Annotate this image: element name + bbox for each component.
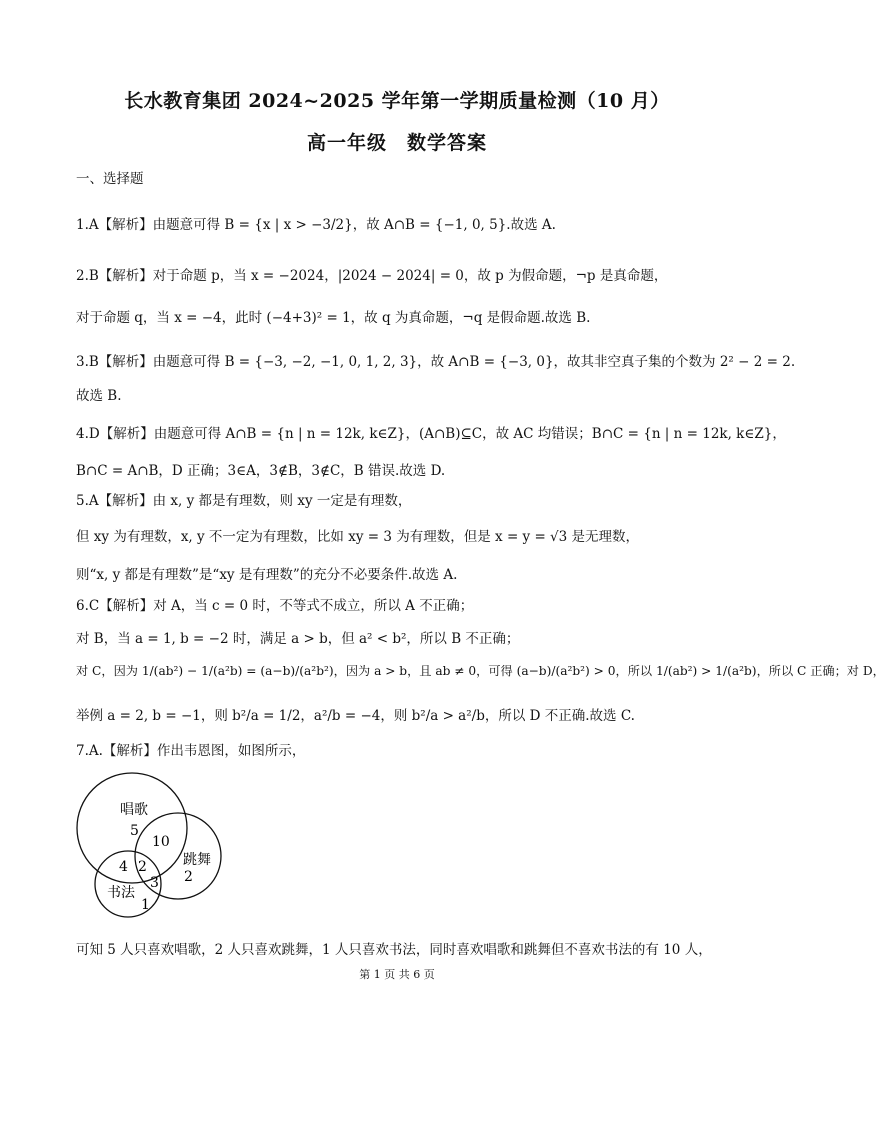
venn-value-sing-dance: 10: [152, 834, 170, 850]
page-footer: 第 1 页 共 6 页: [359, 968, 435, 981]
venn-diagram: [70, 770, 230, 930]
page-subtitle: 高一年级 数学答案: [306, 132, 487, 154]
answer-q5-line1: 5.A【解析】由 x, y 都是有理数，则 xy 一定是有理数，: [76, 493, 412, 509]
venn-label-dance: 跳舞: [183, 852, 211, 868]
answer-q6-line4: 举例 a = 2, b = −1，则 b²/a = 1/2，a²/b = −4，则 b²/a > a²/b，所以 D 不正确.故选 C.: [76, 708, 635, 724]
venn-value-all-three: 2: [138, 859, 147, 875]
answer-q6-line1: 6.C【解析】对 A，当 c = 0 时，不等式不成立，所以 A 不正确；: [76, 598, 474, 614]
venn-label-calli: 书法: [107, 885, 135, 901]
answer-q6-line3: 对 C，因为 1/(ab²) − 1/(a²b) = (a−b)/(a²b²)，因为 a > b，且 ab ≠ 0，可得 (a−b)/(a²b²) > 0，所以 1/(ab²) > 1/(a²b)，所以 C 正确；对 D，: [76, 664, 885, 678]
answer-q2-line1: 2.B【解析】对于命题 p，当 x = −2024，|2024 − 2024| = 0，故 p 为假命题，¬p 是真命题，: [76, 268, 668, 284]
venn-label-sing: 唱歌: [120, 802, 148, 818]
answer-q2-line2: 对于命题 q，当 x = −4，此时 (−4+3)² = 1，故 q 为真命题，¬q 是假命题.故选 B.: [76, 310, 591, 326]
venn-value-only-dance: 2: [184, 869, 193, 885]
answer-q1: 1.A【解析】由题意可得 B = {x | x > −3/2}，故 A∩B = {−1, 0, 5}.故选 A.: [76, 217, 556, 233]
answer-q5-line2: 但 xy 为有理数，x, y 不一定为有理数，比如 xy = 3 为有理数，但是 x = y = √3 是无理数，: [76, 529, 640, 545]
answer-q3-line1: 3.B【解析】由题意可得 B = {−3, −2, −1, 0, 1, 2, 3}，故 A∩B = {−3, 0}，故其非空真子集的个数为 2² − 2 = 2.: [76, 354, 796, 370]
section-heading: 一、选择题: [76, 171, 144, 187]
page-title: 长水教育集团 2024~2025 学年第一学期质量检测（10 月）: [124, 90, 670, 112]
venn-value-only-calli: 1: [141, 897, 150, 913]
answer-q3-line2: 故选 B.: [76, 388, 122, 404]
answer-q4-line2: B∩C = A∩B，D 正确；3∈A，3∉B，3∉C，B 错误.故选 D.: [76, 463, 446, 479]
answer-q5-line3: 则“x, y 都是有理数”是“xy 是有理数”的充分不必要条件.故选 A.: [76, 567, 458, 583]
venn-value-dance-calli: 3: [150, 875, 159, 891]
answer-q7-line1: 7.A.【解析】作出韦恩图，如图所示，: [76, 743, 306, 759]
venn-value-only-sing: 5: [130, 823, 139, 839]
answer-q4-line1: 4.D【解析】由题意可得 A∩B = {n | n = 12k, k∈Z}，(A∩B)⊆C，故 AC 均错误；B∩C = {n | n = 12k, k∈Z}，: [76, 426, 786, 442]
answer-q7-line2: 可知 5 人只喜欢唱歌，2 人只喜欢跳舞，1 人只喜欢书法，同时喜欢唱歌和跳舞但不喜欢书法的有 10 人，: [76, 942, 712, 958]
answer-q6-line2: 对 B，当 a = 1, b = −2 时，满足 a > b，但 a² < b²，所以 B 不正确；: [76, 631, 520, 647]
venn-value-sing-calli: 4: [119, 859, 128, 875]
